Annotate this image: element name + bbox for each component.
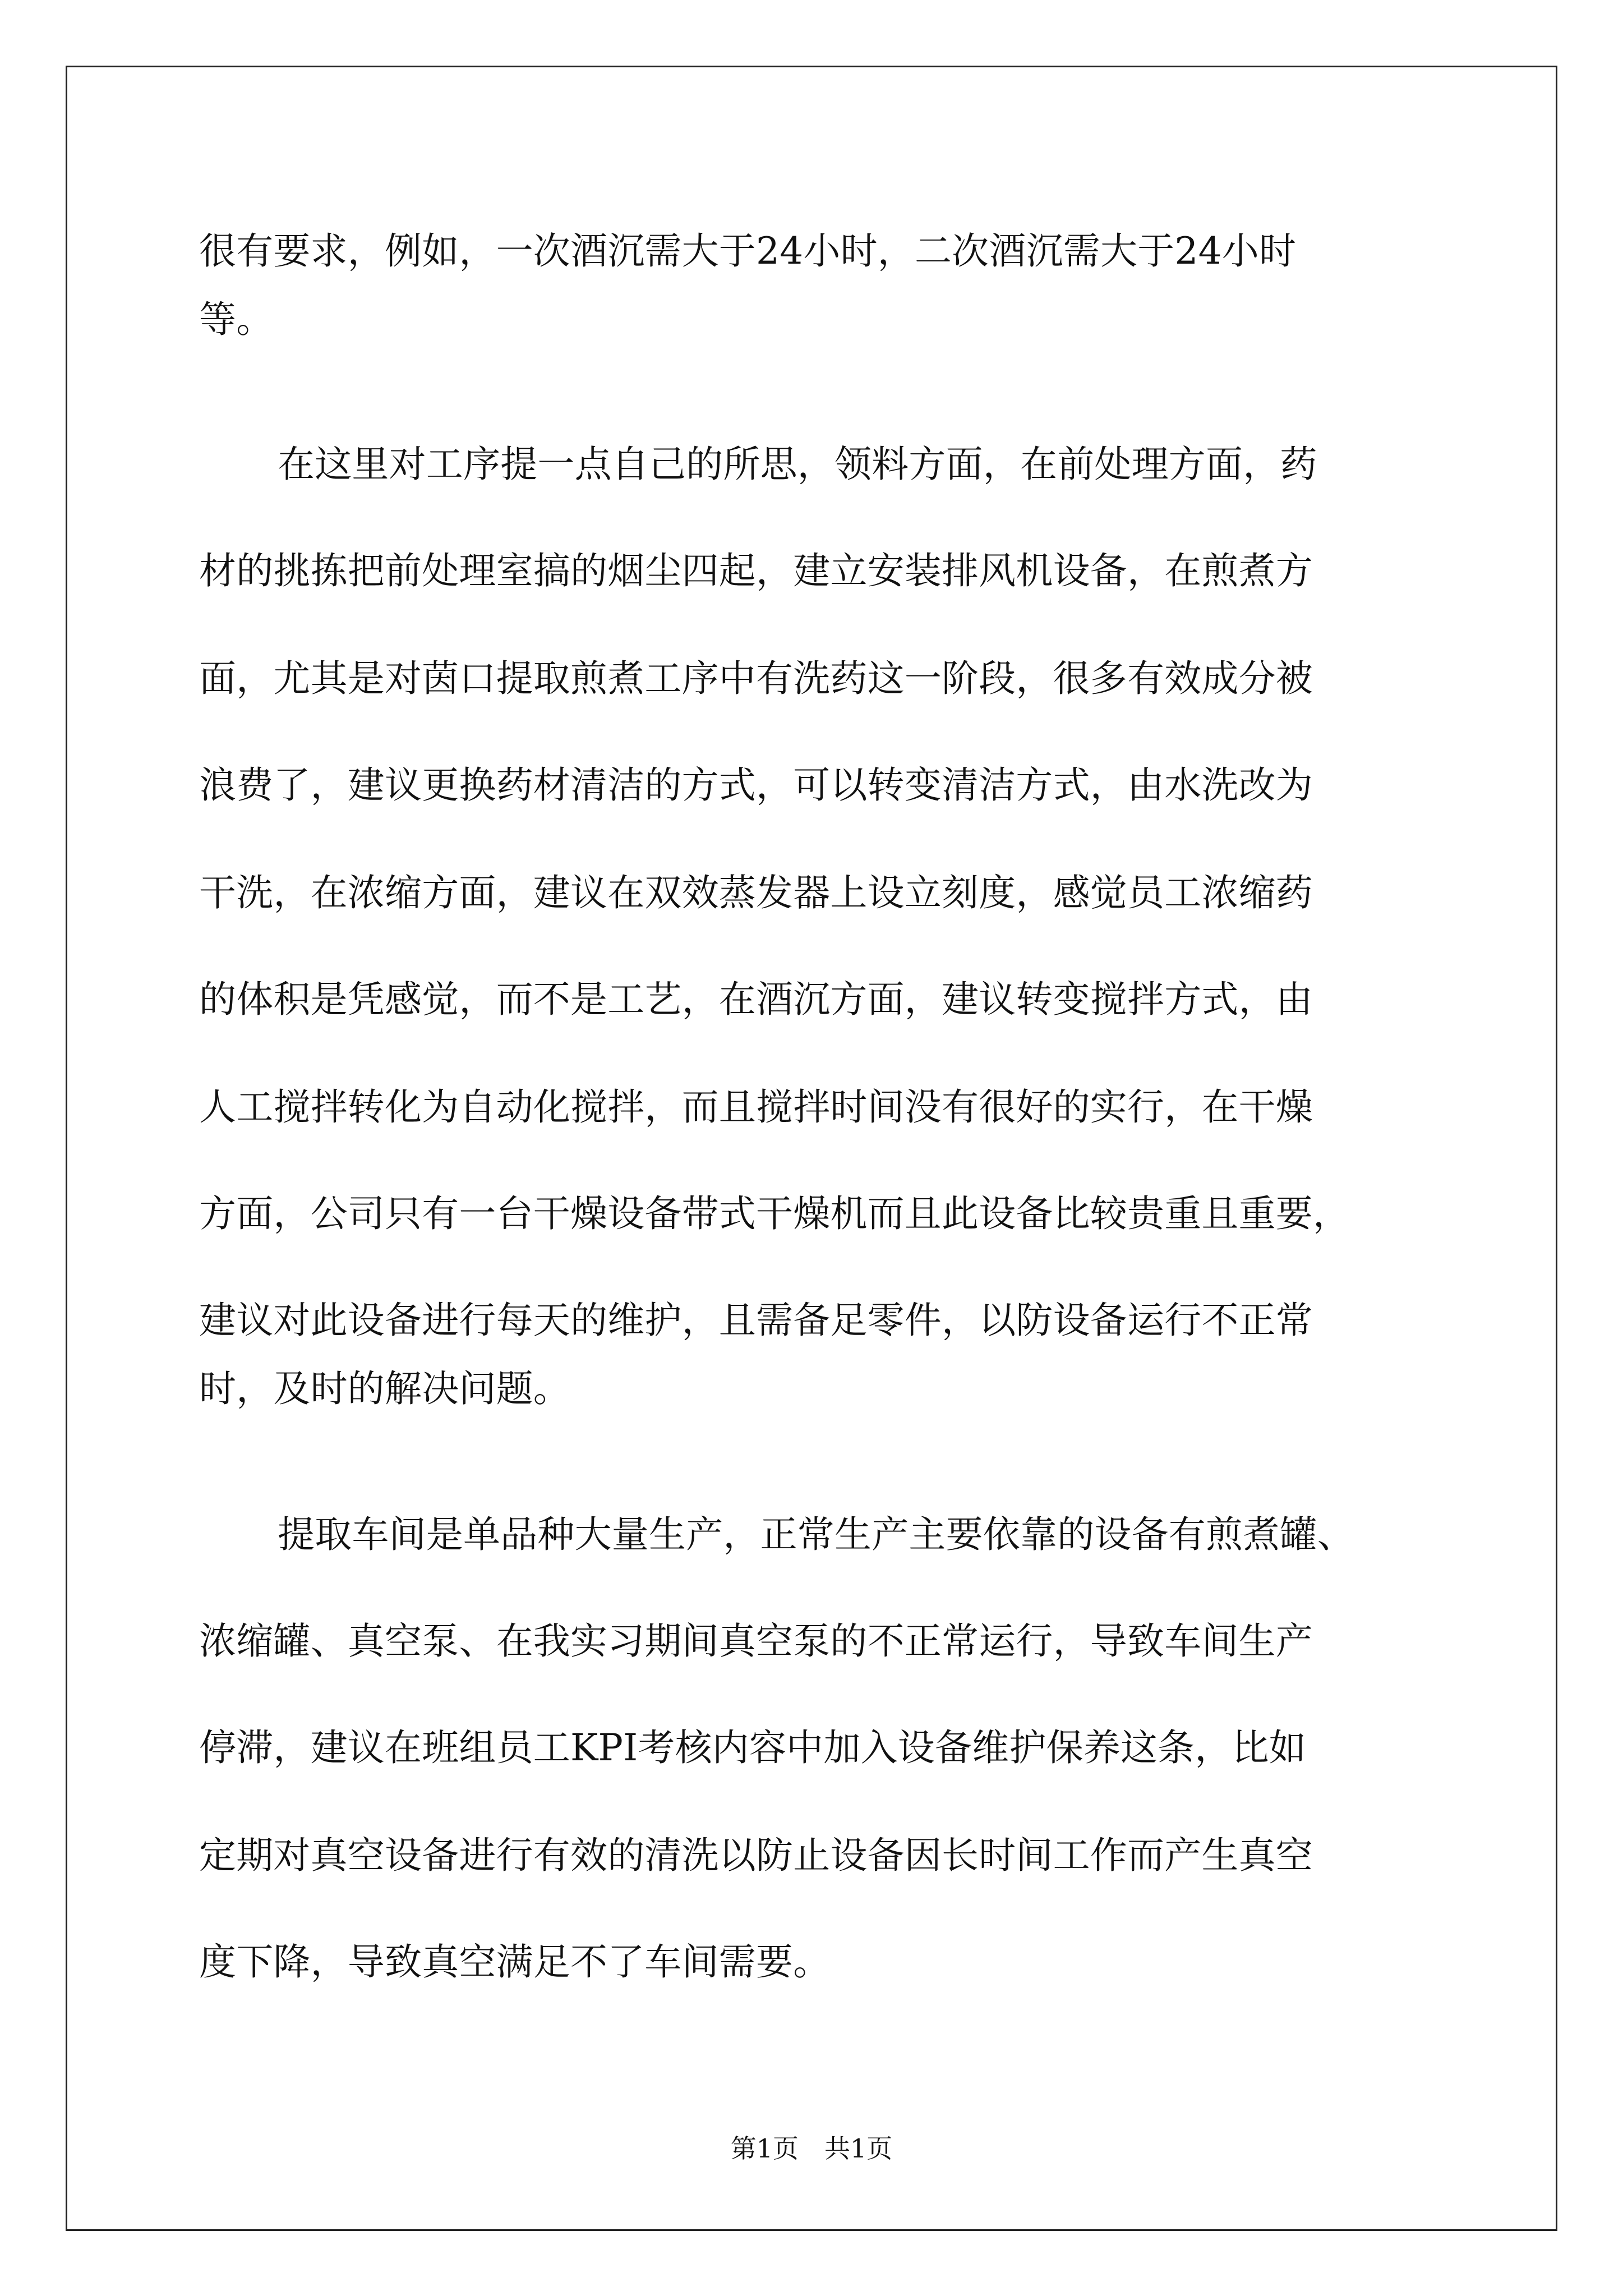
page-number: 第1页 共1页 <box>730 2133 893 2164</box>
text-line: 干洗，在浓缩方面，建议在双效蒸发器上设立刻度，感觉员工浓缩药 <box>199 871 1313 914</box>
text-line: 很有要求，例如，一次酒沉需大于24小时，二次酒沉需大于24小时 <box>199 229 1297 273</box>
page-border <box>66 66 1557 2231</box>
text-line: 面，尤其是对茵口提取煎煮工序中有洗药这一阶段，很多有效成分被 <box>199 657 1313 700</box>
text-line: 材的挑拣把前处理室搞的烟尘四起，建立安装排风机设备，在煎煮方 <box>199 549 1313 592</box>
text-line: 浪费了，建议更换药材清洁的方式，可以转变清洁方式，由水洗改为 <box>199 763 1313 807</box>
text-line: 的体积是凭感觉，而不是工艺，在酒沉方面，建议转变搅拌方式，由 <box>199 978 1313 1021</box>
text-line: 提取车间是单品种大量生产，正常生产主要依靠的设备有煎煮罐、 <box>278 1513 1354 1556</box>
text-line: 方面，公司只有一台干燥设备带式干燥机而且此设备比较贵重且重要， <box>199 1192 1350 1235</box>
text-line: 人工搅拌转化为自动化搅拌，而且搅拌时间没有很好的实行，在干燥 <box>199 1085 1313 1129</box>
text-line: 定期对真空设备进行有效的清洗以防止设备因长时间工作而产生真空 <box>199 1834 1313 1877</box>
text-line: 建议对此设备进行每天的维护，且需备足零件，以防设备运行不正常 <box>199 1299 1313 1342</box>
text-line: 停滞，建议在班组员工KPI考核内容中加入设备维护保养这条，比如 <box>199 1726 1306 1769</box>
text-line: 时，及时的解决问题。 <box>199 1367 570 1410</box>
text-line: 等。 <box>199 298 274 341</box>
text-line: 在这里对工序提一点自己的所思，领料方面，在前处理方面，药 <box>278 443 1317 486</box>
text-line: 度下降，导致真空满足不了车间需要。 <box>199 1940 831 1984</box>
text-line: 浓缩罐、真空泵、在我实习期间真空泵的不正常运行，导致车间生产 <box>199 1619 1313 1663</box>
